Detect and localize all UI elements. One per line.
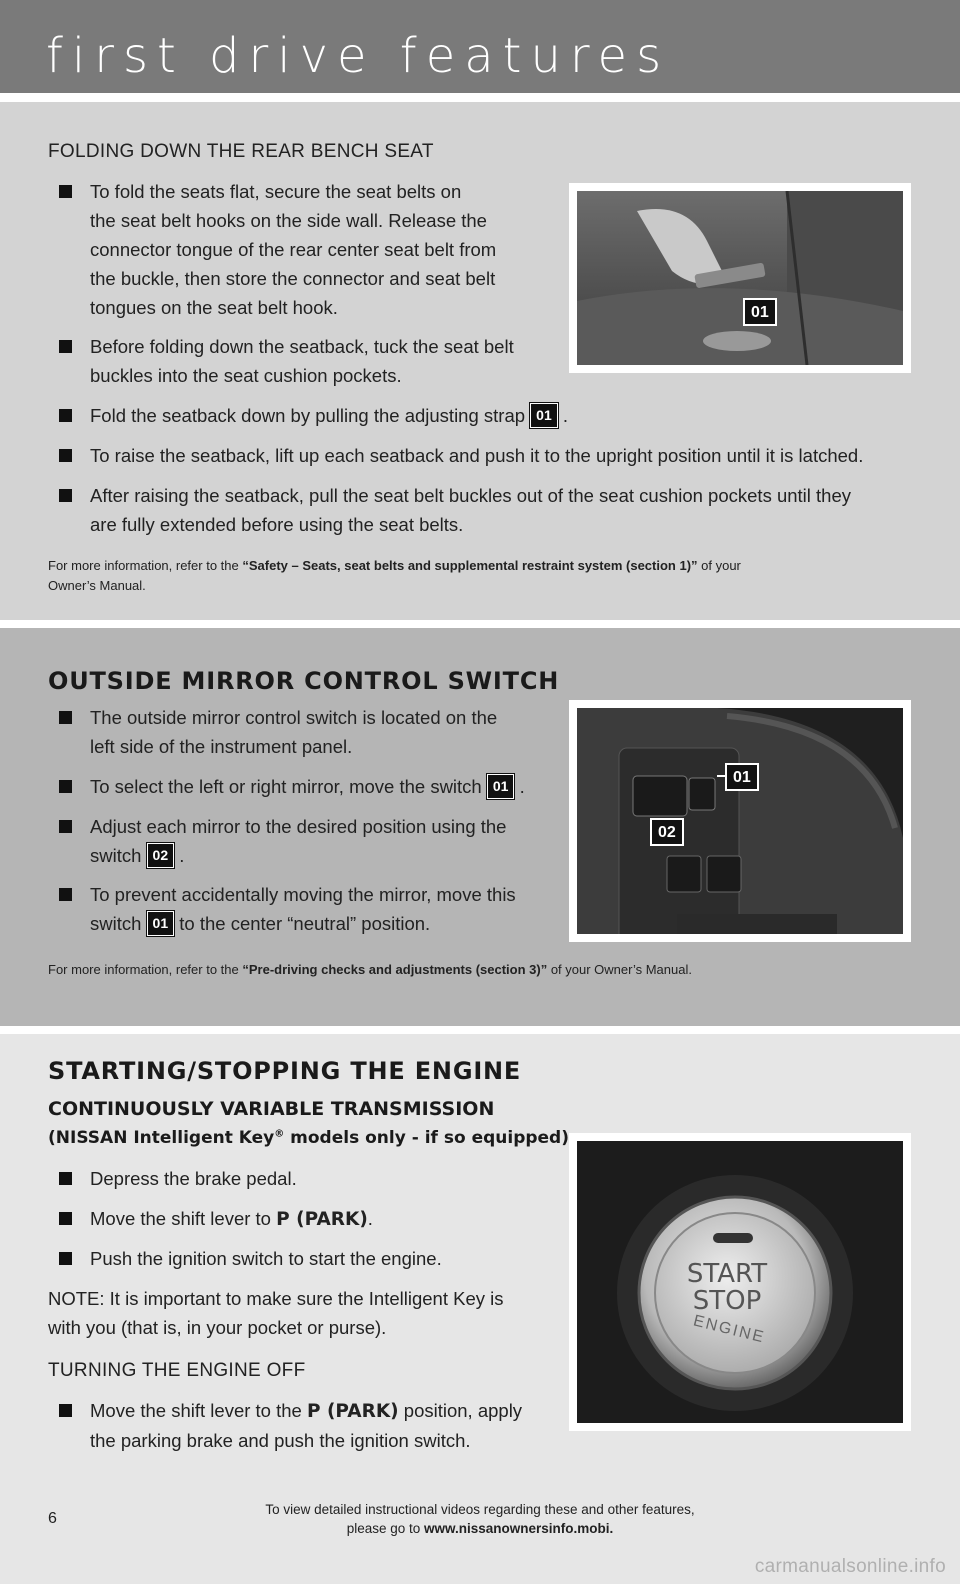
ref-section-title: “Safety – Seats, seat belts and supplemental restraint system (section 1)” bbox=[242, 558, 698, 573]
text-line: tongues on the seat belt hook. bbox=[90, 297, 338, 318]
header-divider bbox=[0, 93, 960, 102]
intelligent-key-subheading bbox=[48, 1128, 569, 1148]
text-line: Depress the brake pedal. bbox=[90, 1168, 297, 1189]
punctuation: . bbox=[562, 405, 569, 426]
footer-url-link[interactable]: www.nissanownersinfo.mobi. bbox=[424, 1521, 614, 1536]
watermark: carmanualsonline.info bbox=[754, 1556, 946, 1577]
text-line: To raise the seatback, lift up each seatback and push it to the upright position until it is latched. bbox=[90, 445, 864, 466]
mirror-switch-photo bbox=[569, 700, 911, 942]
text-line: After raising the seatback, pull the seat belt buckles out of the seat cushion pockets until they bbox=[90, 485, 852, 506]
text-line: Move the shift lever to bbox=[90, 1208, 277, 1229]
section-divider bbox=[0, 620, 960, 628]
text-line: buckles into the seat cushion pockets. bbox=[90, 365, 402, 386]
ref-prefix: For more information, refer to the bbox=[48, 962, 243, 977]
text-line: the buckle, then store the connector and seat belt bbox=[90, 268, 496, 289]
park-label: P (PARK) bbox=[306, 1401, 399, 1422]
callout-badge-01: 01 bbox=[147, 911, 175, 936]
engine-bullet-2 bbox=[90, 1204, 550, 1234]
ref-prefix: For more information, refer to the bbox=[48, 558, 243, 573]
folding-seat-heading: FOLDING DOWN THE REAR BENCH SEAT bbox=[48, 141, 434, 162]
footer-line-1: To view detailed instructional videos regarding these and other features, bbox=[265, 1502, 695, 1517]
text-line: Push the ignition switch to start the engine. bbox=[90, 1248, 442, 1269]
text-line: The outside mirror control switch is located on the bbox=[90, 707, 498, 728]
mirror-reference-note bbox=[48, 960, 908, 980]
punctuation: . bbox=[519, 776, 525, 797]
text-line: Before folding down the seatback, tuck the seat belt bbox=[90, 336, 514, 357]
punctuation: . bbox=[179, 845, 185, 866]
engine-off-bullet bbox=[90, 1396, 570, 1455]
text-line: Move the shift lever to the bbox=[90, 1400, 307, 1421]
mirror-bullet-3 bbox=[90, 812, 560, 870]
text-line: To select the left or right mirror, move the switch bbox=[90, 776, 482, 797]
folding-bullet-5 bbox=[90, 481, 920, 539]
text-line: To prevent accidentally moving the mirror, move this bbox=[90, 884, 516, 905]
seat-photo-illustration bbox=[577, 191, 903, 365]
ref-suffix: of your Owner’s Manual. bbox=[547, 962, 692, 977]
cvt-subheading: CONTINUOUSLY VARIABLE TRANSMISSION bbox=[48, 1098, 495, 1120]
page-header bbox=[0, 0, 960, 93]
photo-callout-02: 02 bbox=[650, 818, 684, 846]
mirror-photo-illustration bbox=[577, 708, 903, 934]
page-title: first drive features bbox=[46, 28, 671, 84]
seat-belt-strap-photo bbox=[569, 183, 911, 373]
page-number: 6 bbox=[48, 1510, 57, 1527]
text-line: NOTE: It is important to make sure the Intelligent Key is bbox=[48, 1288, 504, 1309]
text-line: to the center “neutral” position. bbox=[179, 913, 431, 934]
punctuation: . bbox=[367, 1208, 373, 1229]
section-divider bbox=[0, 1026, 960, 1034]
photo-callout-01: 01 bbox=[725, 763, 759, 791]
engine-bullet-1 bbox=[90, 1164, 550, 1193]
text-line: switch bbox=[90, 845, 142, 866]
mirror-bullet-4 bbox=[90, 880, 560, 938]
photo-callout-01: 01 bbox=[743, 298, 777, 326]
intelligent-key-note bbox=[48, 1284, 548, 1342]
subheading-text: models only - if so equipped) bbox=[284, 1128, 569, 1148]
start-stop-button-face bbox=[669, 1261, 785, 1315]
folding-bullet-2 bbox=[90, 332, 550, 390]
mirror-bullet-1 bbox=[90, 703, 550, 761]
mirror-heading: OUTSIDE MIRROR CONTROL SWITCH bbox=[48, 667, 560, 695]
text-line: connector tongue of the rear center seat belt from bbox=[90, 239, 497, 260]
folding-bullet-1 bbox=[90, 177, 550, 322]
text-line: the seat belt hooks on the side wall. Release the bbox=[90, 210, 487, 231]
text-line: the parking brake and push the ignition switch. bbox=[90, 1430, 471, 1451]
callout-badge-01: 01 bbox=[530, 403, 558, 428]
park-label: P (PARK) bbox=[276, 1209, 368, 1230]
callout-badge-01: 01 bbox=[487, 774, 515, 799]
text-line: are fully extended before using the seat belts. bbox=[90, 514, 464, 535]
callout-badge-02: 02 bbox=[147, 843, 175, 868]
text-line: Adjust each mirror to the desired position using the bbox=[90, 816, 507, 837]
start-stop-button-photo bbox=[569, 1133, 911, 1431]
subheading-text: (NISSAN Intelligent Key bbox=[48, 1128, 275, 1148]
text-line: position, apply bbox=[398, 1400, 523, 1421]
text-line: Fold the seatback down by pulling the adjusting strap bbox=[90, 405, 526, 426]
engine-bullet-3 bbox=[90, 1244, 550, 1273]
engine-heading: STARTING/STOPPING THE ENGINE bbox=[48, 1057, 522, 1085]
footer-line-2: please go to bbox=[346, 1521, 425, 1536]
text-line: To fold the seats flat, secure the seat belts on bbox=[90, 181, 462, 202]
ref-section-title: “Pre-driving checks and adjustments (section 3)” bbox=[242, 962, 548, 977]
folding-bullet-4 bbox=[90, 441, 920, 470]
ref-line-2: Owner’s Manual. bbox=[48, 578, 146, 593]
text-line: left side of the instrument panel. bbox=[90, 736, 353, 757]
ref-suffix: of your bbox=[697, 558, 741, 573]
text-line: switch bbox=[90, 913, 142, 934]
footer-note bbox=[200, 1500, 760, 1538]
stop-label: STOP bbox=[692, 1286, 762, 1316]
mirror-bullet-2 bbox=[90, 772, 570, 801]
start-label: START bbox=[686, 1259, 768, 1289]
registered-mark: ® bbox=[274, 1128, 285, 1140]
engine-label: ENGINE bbox=[691, 1312, 767, 1347]
text-line: with you (that is, in your pocket or purse). bbox=[48, 1317, 387, 1338]
folding-bullet-3 bbox=[90, 401, 650, 430]
turning-off-heading: TURNING THE ENGINE OFF bbox=[48, 1360, 306, 1381]
folding-reference-note bbox=[48, 556, 908, 596]
